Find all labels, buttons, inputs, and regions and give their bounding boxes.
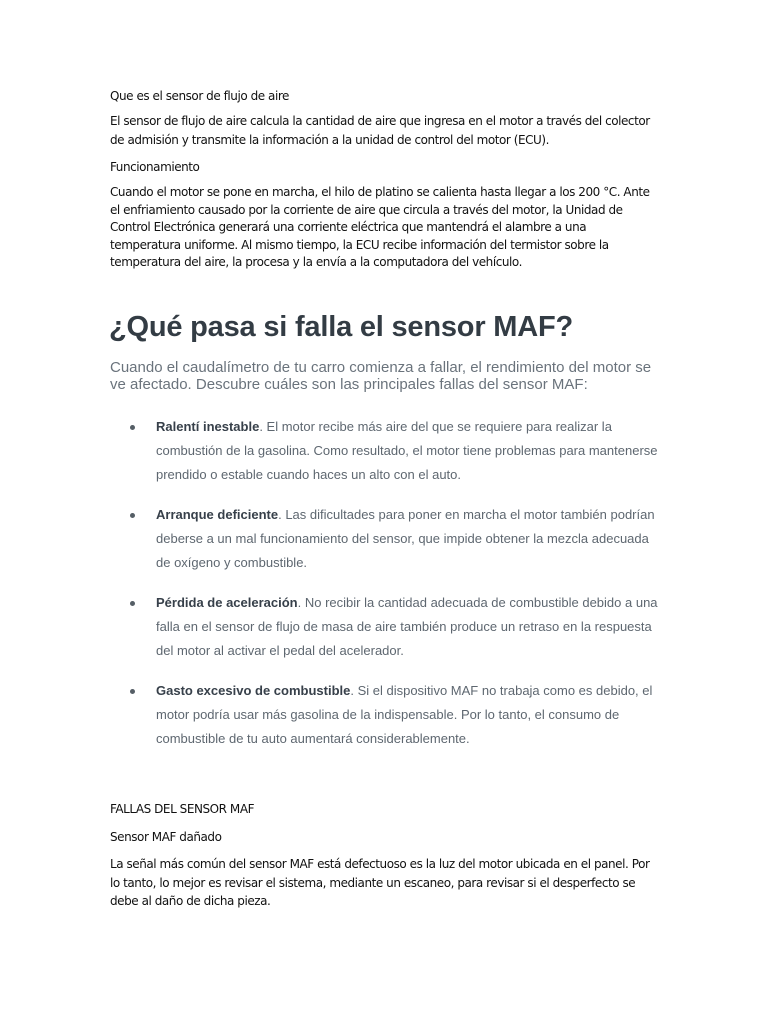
list-item-text: . Las dificultades para poner en marcha el motor también podrían deberse a un mal funcionamiento del sensor, que impide obtener la mezcla adecuada de oxígeno y combustible. xyxy=(156,507,655,570)
intro-paragraph: El sensor de flujo de aire calcula la cantidad de aire que ingresa en el motor a través del colector de admisión y transmite la información a la unidad de control del motor (ECU). xyxy=(110,114,650,147)
list-item-term: Gasto excesivo de combustible xyxy=(156,683,351,698)
subsection-heading-danado: Sensor MAF dañado xyxy=(110,830,222,844)
list-item-text: . No recibir la cantidad adecuada de combustible debido a una falla en el sensor de flujo de masa de aire también produce un retraso en la respuesta del motor al activar el pedal del acelerador. xyxy=(156,595,658,658)
list-item-text: . El motor recibe más aire del que se requiere para realizar la combustión de la gasolina. Como resultado, el motor tiene problemas para mantenerse prendido o estable cuando haces un alto con el auto. xyxy=(156,419,658,482)
bullet-dot-icon xyxy=(130,689,135,694)
section-heading-funcionamiento: Funcionamiento xyxy=(110,160,200,174)
doc-title: Que es el sensor de flujo de aire xyxy=(110,89,289,103)
article-heading: ¿Qué pasa si falla el sensor MAF? xyxy=(109,311,573,343)
bullet-dot-icon xyxy=(130,425,135,430)
list-item-term: Pérdida de aceleración xyxy=(156,595,298,610)
danado-paragraph: La señal más común del sensor MAF está defectuoso es la luz del motor ubicada en el panel. Por lo tanto, lo mejor es revisar el sistema, mediante un escaneo, para revisar si el desperfecto se debe al daño de dicha pieza. xyxy=(110,857,650,908)
article-lead: Cuando el caudalímetro de tu carro comienza a fallar, el rendimiento del motor se ve afectado. Descubre cuáles son las principales fallas del sensor MAF: xyxy=(110,359,652,393)
list-item-term: Arranque deficiente xyxy=(156,507,279,522)
list-item-term: Ralentí inestable xyxy=(156,419,260,434)
bullet-dot-icon xyxy=(130,601,135,606)
funcionamiento-paragraph: Cuando el motor se pone en marcha, el hilo de platino se calienta hasta llegar a los 200 °C. Ante el enfriamiento causado por la corriente de aire que circula a través del motor, la Unidad de Control Electrónica generará una corriente eléctrica que mantendrá el alambre a una temperatura uniforme. Al mismo tiempo, la ECU recibe información del termistor sobre la temperatura del aire, la procesa y la envía a la computadora del vehículo. xyxy=(110,185,650,269)
bullet-dot-icon xyxy=(130,513,135,518)
list-item-text: . Si el dispositivo MAF no trabaja como es debido, el motor podría usar más gasolina de la indispensable. Por lo tanto, el consumo de combustible de tu auto aumentará considerablemente. xyxy=(156,683,653,746)
section-heading-fallas: FALLAS DEL SENSOR MAF xyxy=(110,802,255,816)
